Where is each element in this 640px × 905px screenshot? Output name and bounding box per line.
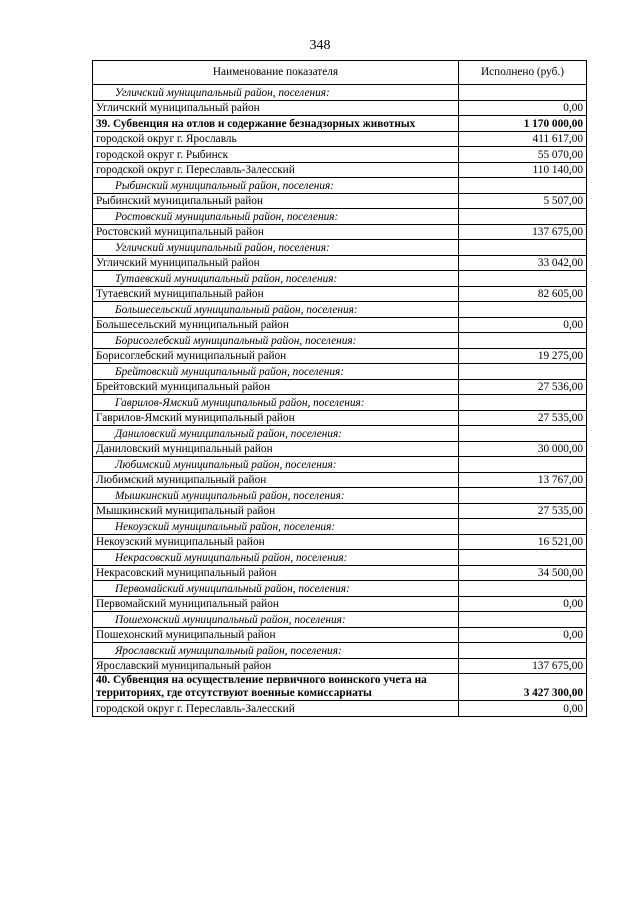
executed-value: 34 500,00 <box>459 565 587 581</box>
executed-value: 1 170 000,00 <box>459 116 587 132</box>
indicator-name: Мышкинский муниципальный район, поселения: <box>93 488 459 504</box>
executed-value <box>459 550 587 566</box>
executed-value: 110 140,00 <box>459 162 587 178</box>
executed-value: 33 042,00 <box>459 255 587 271</box>
subheading-row <box>93 426 587 442</box>
indicator-name: Угличский муниципальный район, поселения: <box>93 240 459 256</box>
table-row <box>93 100 587 116</box>
table-row <box>93 441 587 457</box>
indicator-name: Даниловский муниципальный район, поселения: <box>93 426 459 442</box>
table-row <box>93 131 587 147</box>
executed-value: 27 535,00 <box>459 503 587 519</box>
indicator-name: Угличский муниципальный район, поселения: <box>93 85 459 101</box>
indicator-name: Брейтовский муниципальный район <box>93 379 459 395</box>
indicator-name: Ярославский муниципальный район, поселения: <box>93 643 459 659</box>
table-header-row <box>93 61 587 85</box>
subheading-row <box>93 581 587 597</box>
indicator-name: городской округ г. Ярославль <box>93 131 459 147</box>
table-row <box>93 193 587 209</box>
subheading-row <box>93 240 587 256</box>
indicator-name: Некоузский муниципальный район, поселения: <box>93 519 459 535</box>
subheading-row <box>93 457 587 473</box>
indicator-name: Любимский муниципальный район <box>93 472 459 488</box>
report-table <box>92 60 587 717</box>
indicator-name: Большесельский муниципальный район <box>93 317 459 333</box>
table-row <box>93 701 587 717</box>
executed-value <box>459 178 587 194</box>
indicator-name: Некрасовский муниципальный район <box>93 565 459 581</box>
executed-value: 82 605,00 <box>459 286 587 302</box>
indicator-name: Тутаевский муниципальный район, поселения: <box>93 271 459 287</box>
indicator-name: Борисоглебский муниципальный район, поселения: <box>93 333 459 349</box>
subheading-row <box>93 612 587 628</box>
table-row <box>93 379 587 395</box>
indicator-name: Мышкинский муниципальный район <box>93 503 459 519</box>
executed-value: 27 536,00 <box>459 379 587 395</box>
indicator-name: Угличский муниципальный район <box>93 255 459 271</box>
subheading-row <box>93 395 587 411</box>
executed-value <box>459 612 587 628</box>
indicator-name: Ярославский муниципальный район <box>93 658 459 674</box>
header-executed: Исполнено (руб.) <box>459 61 587 85</box>
subheading-row <box>93 488 587 504</box>
executed-value <box>459 581 587 597</box>
table-row <box>93 286 587 302</box>
indicator-name: Первомайский муниципальный район <box>93 596 459 612</box>
executed-value: 5 507,00 <box>459 193 587 209</box>
subheading-row <box>93 85 587 101</box>
executed-value: 137 675,00 <box>459 224 587 240</box>
table-row <box>93 162 587 178</box>
executed-value: 0,00 <box>459 701 587 717</box>
table-row <box>93 658 587 674</box>
table-row <box>93 503 587 519</box>
executed-value: 3 427 300,00 <box>459 674 587 701</box>
indicator-name: Некрасовский муниципальный район, поселения: <box>93 550 459 566</box>
executed-value: 137 675,00 <box>459 658 587 674</box>
indicator-name: Первомайский муниципальный район, поселения: <box>93 581 459 597</box>
executed-value <box>459 519 587 535</box>
executed-value: 55 070,00 <box>459 147 587 163</box>
indicator-name: Некоузский муниципальный район <box>93 534 459 550</box>
executed-value: 411 617,00 <box>459 131 587 147</box>
indicator-name: Тутаевский муниципальный район <box>93 286 459 302</box>
table-row <box>93 472 587 488</box>
page-number: 348 <box>309 38 331 53</box>
indicator-name: Ростовский муниципальный район <box>93 224 459 240</box>
indicator-name: 39. Субвенция на отлов и содержание безнадзорных животных <box>93 116 459 132</box>
indicator-name: Рыбинский муниципальный район, поселения: <box>93 178 459 194</box>
subheading-row <box>93 519 587 535</box>
indicator-name: Пошехонский муниципальный район, поселения: <box>93 612 459 628</box>
executed-value: 30 000,00 <box>459 441 587 457</box>
executed-value: 0,00 <box>459 317 587 333</box>
table-body <box>93 85 587 717</box>
executed-value: 16 521,00 <box>459 534 587 550</box>
subheading-row <box>93 271 587 287</box>
section-row <box>93 674 587 701</box>
subheading-row <box>93 209 587 225</box>
indicator-name: Гаврилов-Ямский муниципальный район <box>93 410 459 426</box>
indicator-name: городской округ г. Переславль-Залесский <box>93 701 459 717</box>
indicator-name: 40. Субвенция на осуществление первичного воинского учета на территориях, где отсутствуют военные комиссариаты <box>93 674 459 701</box>
executed-value: 0,00 <box>459 100 587 116</box>
executed-value: 13 767,00 <box>459 472 587 488</box>
executed-value <box>459 457 587 473</box>
indicator-name: Любимский муниципальный район, поселения: <box>93 457 459 473</box>
table-row <box>93 596 587 612</box>
executed-value <box>459 488 587 504</box>
table-row <box>93 348 587 364</box>
subheading-row <box>93 643 587 659</box>
executed-value: 0,00 <box>459 596 587 612</box>
table-row <box>93 224 587 240</box>
executed-value <box>459 85 587 101</box>
section-row <box>93 116 587 132</box>
subheading-row <box>93 550 587 566</box>
executed-value <box>459 333 587 349</box>
executed-value: 19 275,00 <box>459 348 587 364</box>
executed-value: 0,00 <box>459 627 587 643</box>
indicator-name: Борисоглебский муниципальный район <box>93 348 459 364</box>
table-row <box>93 147 587 163</box>
indicator-name: Брейтовский муниципальный район, поселения: <box>93 364 459 380</box>
indicator-name: Пошехонский муниципальный район <box>93 627 459 643</box>
indicator-name: Угличский муниципальный район <box>93 100 459 116</box>
indicator-name: городской округ г. Рыбинск <box>93 147 459 163</box>
indicator-name: Даниловский муниципальный район <box>93 441 459 457</box>
table-row <box>93 255 587 271</box>
executed-value <box>459 240 587 256</box>
executed-value <box>459 426 587 442</box>
table-row <box>93 627 587 643</box>
executed-value: 27 535,00 <box>459 410 587 426</box>
table-row <box>93 410 587 426</box>
executed-value <box>459 364 587 380</box>
table-row <box>93 317 587 333</box>
executed-value <box>459 271 587 287</box>
indicator-name: Большесельский муниципальный район, поселения: <box>93 302 459 318</box>
executed-value <box>459 395 587 411</box>
table-row <box>93 534 587 550</box>
indicator-name: Гаврилов-Ямский муниципальный район, поселения: <box>93 395 459 411</box>
executed-value <box>459 302 587 318</box>
executed-value <box>459 209 587 225</box>
indicator-name: городской округ г. Переславль-Залесский <box>93 162 459 178</box>
subheading-row <box>93 178 587 194</box>
header-indicator-name: Наименование показателя <box>93 61 459 85</box>
subheading-row <box>93 302 587 318</box>
subheading-row <box>93 333 587 349</box>
subheading-row <box>93 364 587 380</box>
indicator-name: Ростовский муниципальный район, поселения: <box>93 209 459 225</box>
indicator-name: Рыбинский муниципальный район <box>93 193 459 209</box>
executed-value <box>459 643 587 659</box>
table-row <box>93 565 587 581</box>
